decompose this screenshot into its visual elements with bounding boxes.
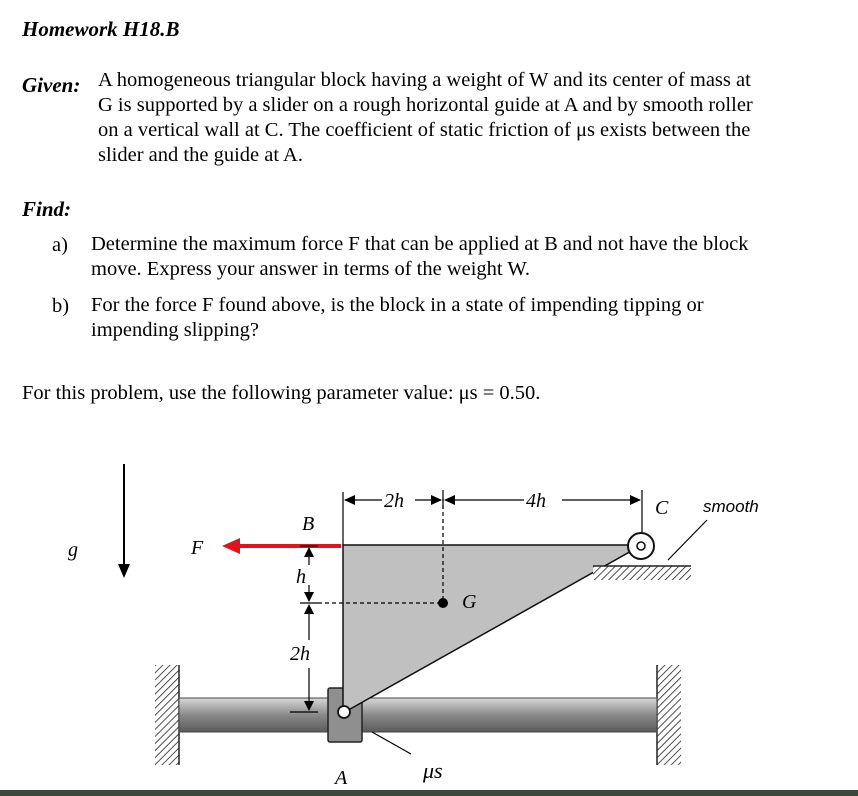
- question-b-text: [91, 293, 821, 343]
- given-text: [98, 68, 818, 168]
- dim-h-label: h: [296, 566, 306, 588]
- given-line: slider and the guide at A.: [98, 144, 303, 166]
- dim-2h-vertical-label: 2h: [290, 643, 310, 665]
- center-of-mass-g: [438, 598, 448, 608]
- gravity-arrow: [118, 464, 130, 578]
- problem-figure: [0, 430, 858, 790]
- given-line: A homogeneous triangular block having a weight of W and its center of mass at: [98, 69, 751, 91]
- question-line: For the force F found above, is the block in a state of impending tipping or: [91, 294, 704, 316]
- point-a-label: A: [335, 767, 348, 789]
- friction-coefficient-label: μs: [423, 758, 443, 783]
- dim-4h-top-label: 4h: [526, 490, 546, 512]
- point-g-label: G: [462, 591, 477, 613]
- homework-title: Homework H18.B: [22, 17, 180, 41]
- smooth-label: smooth: [703, 497, 759, 516]
- point-c-label: C: [655, 497, 669, 519]
- right-wall: [657, 665, 681, 765]
- pin-a: [338, 706, 350, 718]
- question-a-letter: a): [52, 234, 68, 256]
- question-line: move. Express your answer in terms of the weight W.: [91, 258, 530, 280]
- dim-2h-top-label: 2h: [384, 490, 404, 512]
- given-line: G is supported by a slider on a rough horizontal guide at A and by smooth roller: [98, 94, 753, 116]
- find-label: Find:: [22, 197, 72, 221]
- parameter-value: For this problem, use the following parameter value: μs = 0.50.: [22, 382, 541, 404]
- question-line: Determine the maximum force F that can be applied at B and not have the block: [91, 233, 749, 255]
- question-a-text: [91, 232, 821, 282]
- roller-support: [593, 566, 691, 580]
- given-label: Given:: [22, 73, 81, 97]
- question-line: impending slipping?: [91, 319, 259, 341]
- bottom-border: [0, 790, 858, 796]
- given-line: on a vertical wall at C. The coefficient of static friction of μs exists between the: [98, 119, 751, 141]
- force-f-label: F: [191, 537, 204, 559]
- point-b-label: B: [302, 513, 315, 535]
- question-b-letter: b): [52, 295, 70, 317]
- roller-c: [628, 533, 654, 559]
- horizontal-guide: [179, 698, 657, 732]
- gravity-label: g: [68, 539, 78, 561]
- left-wall: [155, 665, 179, 765]
